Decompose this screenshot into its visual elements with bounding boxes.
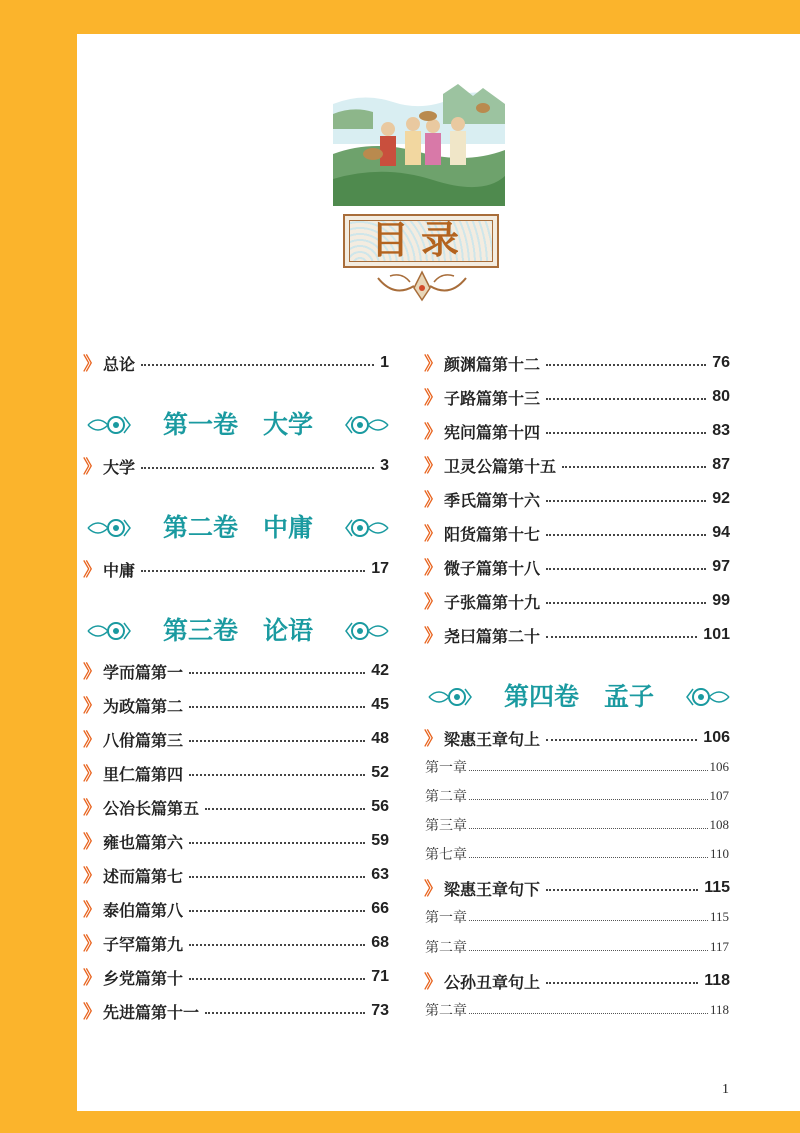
subentry-page: 117	[709, 939, 729, 954]
entry-page: 59	[371, 832, 389, 849]
entry-page: 56	[371, 798, 389, 815]
toc-entry[interactable]	[83, 864, 389, 886]
toc-subentry[interactable]	[425, 937, 729, 957]
entry-page: 17	[371, 560, 389, 577]
entry-page: 87	[712, 456, 730, 473]
toc-subentry[interactable]	[425, 815, 729, 835]
chevron-marker-icon: 》	[424, 524, 442, 545]
dot-leader	[469, 799, 708, 800]
entry-label: 八佾篇第三	[103, 730, 184, 750]
chevron-marker-icon: 》	[424, 592, 442, 613]
subentry-label: 第一章	[425, 760, 467, 776]
entry-label: 梁惠王章句上	[444, 729, 541, 749]
entry-page: 1	[380, 354, 389, 371]
vol-ornament-right-icon	[344, 516, 390, 540]
entry-page: 71	[371, 968, 389, 985]
dot-leader	[189, 706, 365, 708]
dot-leader	[546, 889, 698, 891]
entry-label: 大学	[103, 457, 136, 477]
entry-label: 述而篇第七	[103, 866, 184, 886]
dot-leader	[469, 950, 708, 951]
illustration-image	[333, 84, 505, 206]
toc-entry[interactable]	[83, 830, 389, 852]
subentry-page: 108	[709, 817, 729, 832]
toc-subentry[interactable]	[425, 907, 729, 927]
entry-label: 为政篇第二	[103, 696, 184, 716]
dot-leader	[189, 740, 365, 742]
chevron-marker-icon: 》	[83, 662, 101, 683]
entry-page: 63	[371, 866, 389, 883]
volume-heading-4	[427, 680, 731, 714]
toc-title: 目录	[370, 217, 471, 262]
title-ornament-icon	[374, 268, 470, 304]
chevron-marker-icon: 》	[83, 798, 101, 819]
chevron-marker-icon: 》	[83, 832, 101, 853]
subentry-label: 第二章	[425, 1003, 467, 1019]
dot-leader	[546, 602, 706, 604]
toc-entry[interactable]	[83, 660, 389, 682]
volume-title: 第三卷 论语	[162, 616, 313, 645]
chevron-marker-icon: 》	[83, 696, 101, 717]
volume-heading-3	[86, 614, 390, 648]
toc-entry[interactable]	[83, 762, 389, 784]
entry-page: 42	[371, 662, 389, 679]
volume-title: 第二卷 中庸	[162, 513, 313, 542]
subentry-page: 106	[709, 759, 729, 774]
dot-leader	[546, 534, 706, 536]
dot-leader	[469, 1013, 708, 1014]
entry-label: 公冶长篇第五	[103, 798, 200, 818]
subentry-label: 第二章	[425, 940, 467, 956]
entry-page: 92	[712, 490, 730, 507]
toc-entry-daxue[interactable]	[83, 455, 389, 477]
dot-leader	[141, 364, 374, 366]
chevron-marker-icon: 》	[424, 354, 442, 375]
entry-label: 中庸	[103, 560, 136, 580]
dot-leader	[546, 982, 698, 984]
entry-label: 子罕篇第九	[103, 934, 184, 954]
subentry-page: 118	[709, 1002, 729, 1017]
subentry-page: 115	[709, 909, 729, 924]
vol-ornament-right-icon	[685, 685, 731, 709]
chevron-marker-icon: 》	[83, 560, 101, 581]
entry-page: 115	[704, 879, 730, 896]
volume-heading-2	[86, 511, 390, 545]
dot-leader	[469, 920, 708, 921]
entry-page: 83	[712, 422, 730, 439]
toc-entry[interactable]	[424, 590, 730, 612]
entry-label: 微子篇第十八	[444, 558, 541, 578]
entry-label: 里仁篇第四	[103, 764, 184, 784]
entry-label: 公孙丑章句上	[444, 972, 541, 992]
chevron-marker-icon: 》	[83, 866, 101, 887]
toc-subentry[interactable]	[425, 786, 729, 806]
chevron-marker-icon: 》	[83, 457, 101, 478]
toc-entry[interactable]	[83, 694, 389, 716]
entry-page: 68	[371, 934, 389, 951]
toc-entry[interactable]	[83, 796, 389, 818]
volume-title: 第四卷 孟子	[503, 682, 654, 711]
subentry-page: 107	[709, 788, 729, 803]
entry-label: 梁惠王章句下	[444, 879, 541, 899]
entry-page: 48	[371, 730, 389, 747]
dot-leader	[189, 944, 365, 946]
entry-label: 乡党篇第十	[103, 968, 184, 988]
entry-label: 总论	[103, 354, 136, 374]
chevron-marker-icon: 》	[83, 354, 101, 375]
chevron-marker-icon: 》	[424, 490, 442, 511]
entry-page: 94	[712, 524, 730, 541]
dot-leader	[189, 842, 365, 844]
toc-entry[interactable]	[83, 1000, 389, 1022]
toc-entry-zonglun[interactable]	[83, 352, 389, 374]
subentry-label: 第七章	[425, 847, 467, 863]
entry-page: 73	[371, 1002, 389, 1019]
volume-heading-1	[86, 408, 390, 442]
toc-entry[interactable]	[83, 898, 389, 920]
chevron-marker-icon: 》	[424, 972, 442, 993]
toc-subentry[interactable]	[425, 757, 729, 777]
chevron-marker-icon: 》	[424, 388, 442, 409]
toc-entry-zhongyong[interactable]	[83, 558, 389, 580]
toc-entry[interactable]	[83, 728, 389, 750]
entry-label: 卫灵公篇第十五	[444, 456, 557, 476]
chevron-marker-icon: 》	[83, 764, 101, 785]
vol-ornament-right-icon	[344, 619, 390, 643]
vol-ornament-right-icon	[344, 413, 390, 437]
dot-leader	[546, 398, 706, 400]
toc-entry-lianghui-xia[interactable]	[424, 877, 730, 899]
entry-page: 3	[380, 457, 389, 474]
chevron-marker-icon: 》	[424, 879, 442, 900]
subentry-page: 110	[709, 846, 729, 861]
dot-leader	[546, 636, 697, 638]
entry-page: 99	[712, 592, 730, 609]
dot-leader	[546, 739, 697, 741]
entry-page: 45	[371, 696, 389, 713]
dot-leader	[189, 876, 365, 878]
subentry-label: 第三章	[425, 818, 467, 834]
dot-leader	[546, 568, 706, 570]
entry-label: 季氏篇第十六	[444, 490, 541, 510]
toc-entry[interactable]	[424, 522, 730, 544]
toc-entry[interactable]	[424, 420, 730, 442]
entry-page: 52	[371, 764, 389, 781]
dot-leader	[562, 466, 706, 468]
toc-subentry[interactable]	[425, 1000, 729, 1020]
chevron-marker-icon: 》	[424, 729, 442, 750]
toc-subentry[interactable]	[425, 844, 729, 864]
toc-entry[interactable]	[83, 932, 389, 954]
entry-page: 106	[703, 729, 730, 746]
dot-leader	[189, 910, 365, 912]
chevron-marker-icon: 》	[83, 934, 101, 955]
dot-leader	[141, 570, 365, 572]
chevron-marker-icon: 》	[83, 730, 101, 751]
dot-leader	[469, 828, 708, 829]
entry-page: 101	[703, 626, 730, 643]
entry-page: 97	[712, 558, 730, 575]
chevron-marker-icon: 》	[424, 626, 442, 647]
toc-title-box	[343, 214, 499, 268]
dot-leader	[546, 364, 706, 366]
entry-page: 118	[704, 972, 730, 989]
dot-leader	[205, 1012, 365, 1014]
dot-leader	[141, 467, 374, 469]
toc-entry[interactable]	[424, 488, 730, 510]
entry-label: 子张篇第十九	[444, 592, 541, 612]
entry-label: 阳货篇第十七	[444, 524, 541, 544]
entry-label: 先进篇第十一	[103, 1002, 200, 1022]
toc-entry[interactable]	[424, 386, 730, 408]
volume-title: 第一卷 大学	[162, 410, 313, 439]
subentry-label: 第二章	[425, 789, 467, 805]
dot-leader	[189, 774, 365, 776]
dot-leader	[546, 432, 706, 434]
entry-label: 雍也篇第六	[103, 832, 184, 852]
dot-leader	[469, 857, 708, 858]
dot-leader	[546, 500, 706, 502]
chevron-marker-icon: 》	[83, 1002, 101, 1023]
page-number: 1	[722, 1082, 729, 1097]
chevron-marker-icon: 》	[424, 422, 442, 443]
toc-entry[interactable]	[83, 966, 389, 988]
toc-entry[interactable]	[424, 624, 730, 646]
entry-page: 76	[712, 354, 730, 371]
entry-label: 颜渊篇第十二	[444, 354, 541, 374]
entry-label: 子路篇第十三	[444, 388, 541, 408]
toc-entry[interactable]	[424, 352, 730, 374]
entry-page: 66	[371, 900, 389, 917]
toc-entry[interactable]	[424, 556, 730, 578]
toc-entry-gongsun[interactable]	[424, 970, 730, 992]
entry-label: 学而篇第一	[103, 662, 184, 682]
entry-page: 80	[712, 388, 730, 405]
toc-entry-lianghui-shang[interactable]	[424, 727, 730, 749]
dot-leader	[189, 672, 365, 674]
chevron-marker-icon: 》	[83, 968, 101, 989]
chevron-marker-icon: 》	[424, 456, 442, 477]
subentry-label: 第一章	[425, 910, 467, 926]
dot-leader	[205, 808, 365, 810]
chevron-marker-icon: 》	[83, 900, 101, 921]
entry-label: 宪问篇第十四	[444, 422, 541, 442]
entry-label: 泰伯篇第八	[103, 900, 184, 920]
chevron-marker-icon: 》	[424, 558, 442, 579]
toc-entry[interactable]	[424, 454, 730, 476]
dot-leader	[189, 978, 365, 980]
entry-label: 尧曰篇第二十	[444, 626, 541, 646]
dot-leader	[469, 770, 708, 771]
